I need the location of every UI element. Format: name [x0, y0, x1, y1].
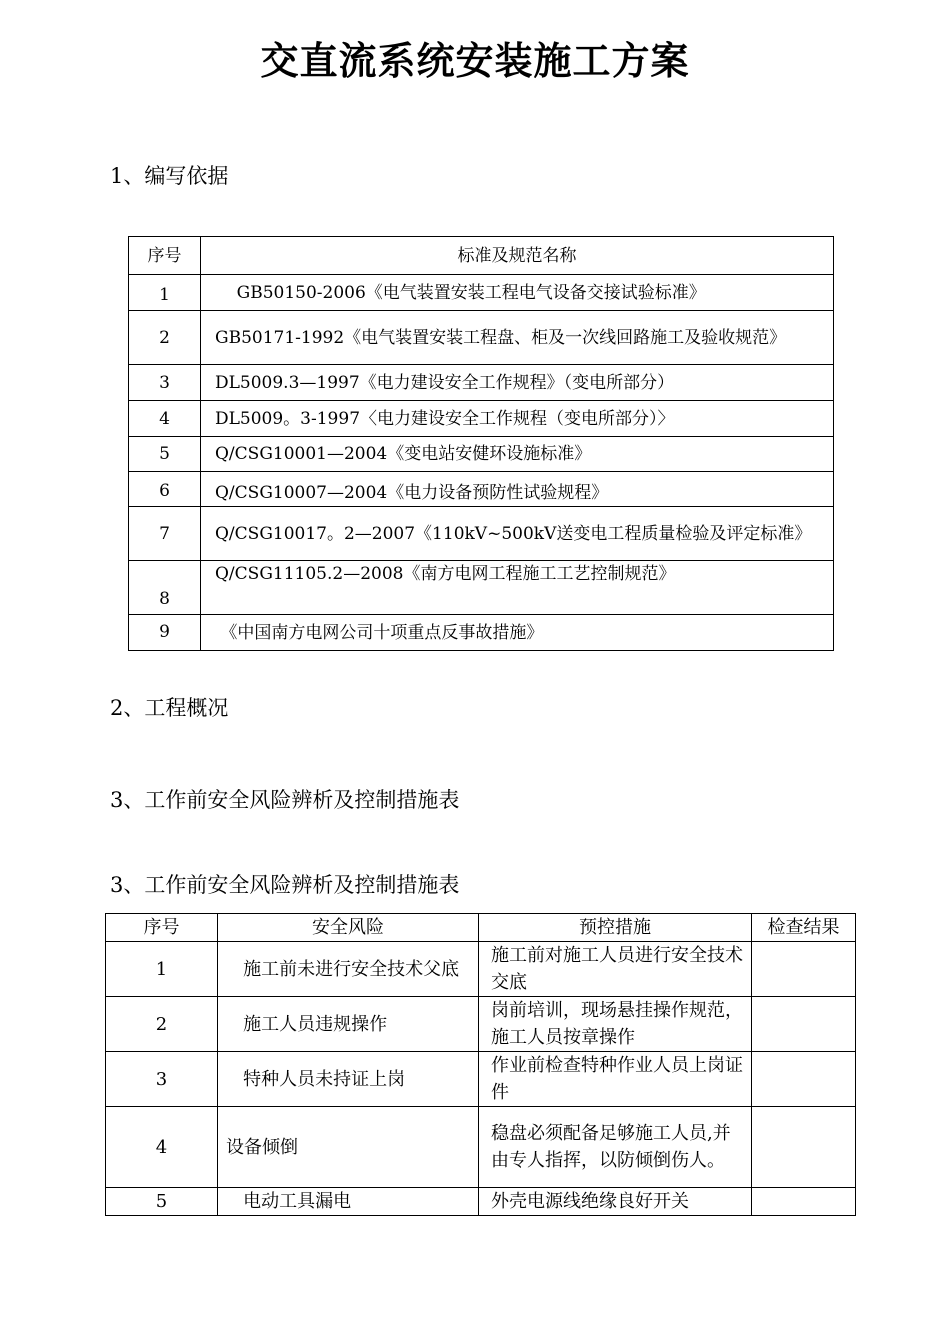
- risk-cell: 设备倾倒: [218, 1107, 479, 1188]
- result-cell: [752, 942, 856, 997]
- risk-cell: 特种人员未持证上岗: [218, 1052, 479, 1107]
- measure-cell: 施工前对施工人员进行安全技术交底: [479, 942, 752, 997]
- measure-cell: 作业前检查特种作业人员上岗证件: [479, 1052, 752, 1107]
- row-number: 4: [106, 1107, 218, 1188]
- result-cell: [752, 1052, 856, 1107]
- column-header-number: 序号: [106, 914, 218, 942]
- row-number: 5: [106, 1188, 218, 1216]
- table-row: [106, 1052, 856, 1107]
- row-number: 4: [129, 401, 201, 437]
- section-heading-risk: 3、工作前安全风险辨析及控制措施表: [110, 788, 460, 812]
- measure-cell: 外壳电源线绝缘良好开关: [479, 1188, 752, 1216]
- risk-cell: 施工人员违规操作: [218, 997, 479, 1052]
- row-number: 7: [129, 507, 201, 561]
- standard-name: Q/CSG10007—2004《电力设备预防性试验规程》: [201, 472, 834, 507]
- table-header-row: [129, 237, 834, 275]
- standards-table: [128, 236, 834, 651]
- row-number: 6: [129, 472, 201, 507]
- standard-name: Q/CSG11105.2—2008《南方电网工程施工工艺控制规范》: [201, 561, 834, 615]
- table-row: [129, 615, 834, 651]
- standard-name: Q/CSG10017。2—2007《110kV~500kV送变电工程质量检验及评定标准》: [201, 507, 834, 561]
- measure-cell: 岗前培训，现场悬挂操作规范，施工人员按章操作: [479, 997, 752, 1052]
- section-heading-overview: 2、工程概况: [110, 696, 229, 720]
- row-number: 1: [129, 275, 201, 311]
- table-row: [129, 437, 834, 472]
- column-header-measure: 预控措施: [479, 914, 752, 942]
- result-cell: [752, 1188, 856, 1216]
- table-header-row: [106, 914, 856, 942]
- table-row: [129, 311, 834, 365]
- table-row: [106, 1188, 856, 1216]
- table-row: [129, 507, 834, 561]
- result-cell: [752, 1107, 856, 1188]
- row-number: 3: [106, 1052, 218, 1107]
- standard-name: DL5009.3—1997《电力建设安全工作规程》（变电所部分）: [201, 365, 834, 401]
- column-header-number: 序号: [129, 237, 201, 275]
- column-header-result: 检查结果: [752, 914, 856, 942]
- result-cell: [752, 997, 856, 1052]
- row-number: 9: [129, 615, 201, 651]
- row-number: 2: [129, 311, 201, 365]
- table-row: [106, 997, 856, 1052]
- row-number: 1: [106, 942, 218, 997]
- table-row: [106, 1107, 856, 1188]
- section-heading-basis: 1、编写依据: [110, 164, 229, 188]
- risk-cell: 电动工具漏电: [218, 1188, 479, 1216]
- section-heading-risk-repeat: 3、工作前安全风险辨析及控制措施表: [110, 873, 460, 897]
- standard-name: GB50171-1992《电气装置安装工程盘、柜及一次线回路施工及验收规范》: [201, 311, 834, 365]
- column-header-risk: 安全风险: [218, 914, 479, 942]
- row-number: 2: [106, 997, 218, 1052]
- standard-name: 《中国南方电网公司十项重点反事故措施》: [201, 615, 834, 651]
- column-header-standard-name: 标准及规范名称: [201, 237, 834, 275]
- standard-name: DL5009。3-1997〈电力建设安全工作规程（变电所部分）〉: [201, 401, 834, 437]
- measure-cell: 稳盘必须配备足够施工人员,并由专人指挥，以防倾倒伤人。: [479, 1107, 752, 1188]
- row-number: 5: [129, 437, 201, 472]
- table-row: [129, 561, 834, 615]
- table-row: [129, 472, 834, 507]
- risk-cell: 施工前未进行安全技术父底: [218, 942, 479, 997]
- standard-name: GB50150-2006《电气装置安装工程电气设备交接试验标准》: [201, 275, 834, 311]
- table-row: [129, 401, 834, 437]
- row-number: 3: [129, 365, 201, 401]
- table-row: [129, 275, 834, 311]
- row-number: 8: [129, 561, 201, 615]
- table-row: [106, 942, 856, 997]
- standard-name: Q/CSG10001—2004《变电站安健环设施标准》: [201, 437, 834, 472]
- table-row: [129, 365, 834, 401]
- document-title: 交直流系统安装施工方案: [260, 39, 690, 83]
- risk-control-table: [105, 913, 856, 1216]
